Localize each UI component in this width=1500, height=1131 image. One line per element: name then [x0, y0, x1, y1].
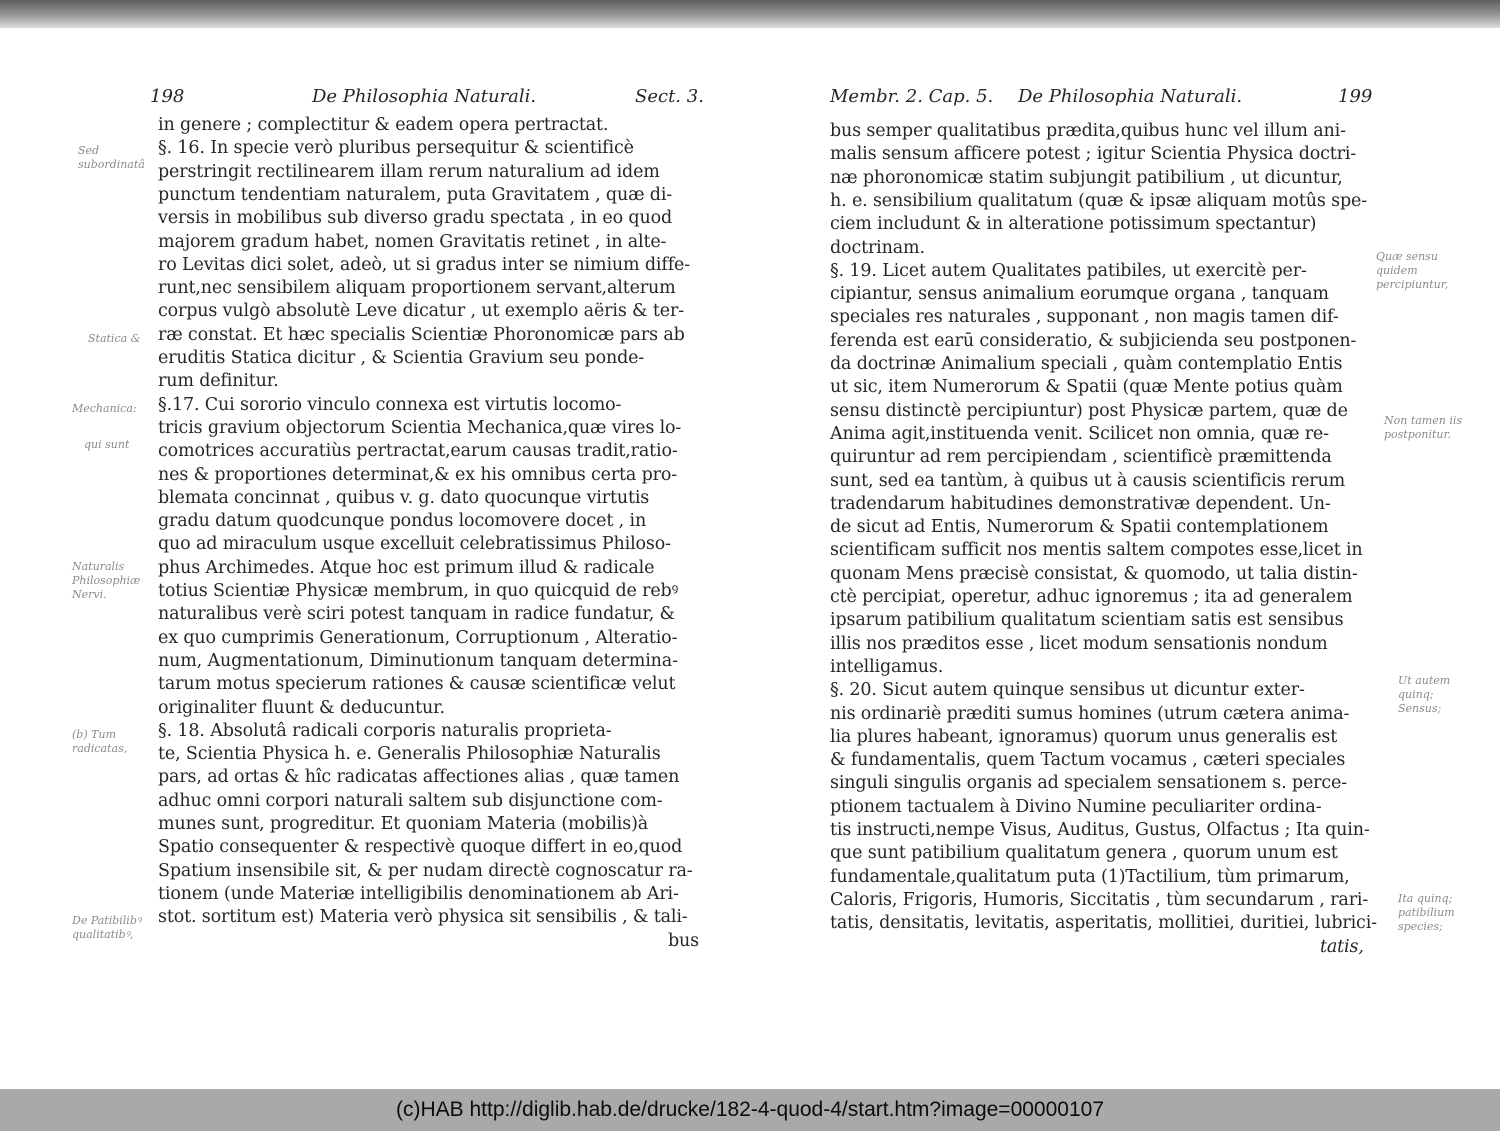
text-line: tricis gravium objectorum Scientia Mechanica,quæ vires lo-: [158, 417, 682, 438]
text-line: Anima agit,instituenda venit. Scilicet non omnia, quæ re-: [830, 423, 1329, 444]
text-line: perstringit rectilinearem illam rerum naturalium ad idem: [158, 161, 660, 182]
text-line: §. 18. Absolutâ radicali corporis naturalis proprieta-: [158, 720, 612, 741]
margin-note: Sed subordinatâ: [78, 144, 145, 171]
text-line: doctrinam.: [830, 237, 925, 258]
text-line: §. 19. Licet autem Qualitates patibiles, ut exercitè per-: [830, 260, 1307, 281]
margin-note: Mechanica:: [72, 402, 137, 415]
text-line: ipsarum patibilium qualitatum scientiam satis est sensibus: [830, 610, 1344, 631]
margin-note: qui sunt: [84, 438, 130, 451]
text-line: ctè percipiat, operetur, adhuc ignoremus ; ita ad generalem: [830, 587, 1353, 607]
text-line: stot. sortitum est) Materia verò physica sit sensibilis , & tali-: [158, 907, 688, 928]
text-line: versis in mobilibus sub diverso gradu spectata , in eo quod: [158, 208, 673, 229]
text-line: num, Augmentationum, Diminutionum tanquam determina-: [158, 650, 678, 671]
text-line: ciem includunt & in alteratione potissimum spectantur): [830, 214, 1317, 235]
text-line: malis sensum afficere potest ; igitur Scientia Physica doctri-: [830, 144, 1357, 165]
text-line: runt,nec sensibilem aliquam proportionem servant,alterum: [158, 278, 676, 299]
text-line: nes & proportiones determinat,& ex his omnibus certa pro-: [158, 464, 678, 485]
text-line: eruditis Statica dicitur , & Scientia Gravium seu ponde-: [158, 348, 645, 368]
text-line: & fundamentalis, quem Tactum vocamus , cæteri speciales: [830, 750, 1346, 771]
text-line: quo ad miraculum usque excelluit celebratissimus Philoso-: [158, 534, 671, 555]
text-line: naturalibus verè sciri potest tanquam in radice fundatur, &: [158, 604, 675, 625]
source-citation: (c)HAB http://diglib.hab.de/drucke/182-4-quod-4/start.htm?image=00000107: [0, 1089, 1500, 1131]
text-line: tradendarum habitudines demonstrativæ dependent. Un-: [830, 493, 1331, 514]
text-line: §. 16. In specie verò pluribus persequitur & scientificè: [158, 138, 634, 159]
text-line: de sicut ad Entis, Numerorum & Spatii contemplationem: [830, 517, 1329, 538]
right-page-header: [828, 86, 1478, 112]
text-line: sunt, sed ea tantùm, à quibus ut à causis scientificis rerum: [830, 470, 1346, 491]
text-line: ræ constat. Et hæc specialis Scientiæ Phoronomicæ pars ab: [158, 324, 685, 345]
text-line: ptionem tactualem à Divino Numine peculiariter ordina-: [830, 796, 1322, 817]
text-line: tatis, densitatis, levitatis, asperitatis, mollitiei, duritiei, lubrici-: [830, 913, 1377, 934]
text-line: nis ordinariè præditi sumus homines (utrum cætera anima-: [830, 703, 1350, 724]
left-page-header: [70, 86, 715, 112]
text-line: punctum tendentiam naturalem, puta Gravitatem , quæ di-: [158, 184, 673, 205]
text-line: te, Scientia Physica h. e. Generalis Philosophiæ Naturalis: [158, 744, 661, 765]
catchword: bus: [668, 930, 700, 951]
text-line: ex quo cumprimis Generationum, Corruptionum , Alteratio-: [158, 627, 678, 648]
left-section-label: Sect. 3.: [635, 86, 704, 107]
text-line: sensu distinctè percipiuntur) post Physicæ partem, quæ de: [830, 400, 1348, 421]
margin-note: Ut autem quinq; Sensus;: [1398, 674, 1451, 715]
margin-note: Non tamen iis postponitur.: [1384, 414, 1463, 441]
text-line: scientificam sufficit nos mentis saltem compotes esse,licet in: [830, 540, 1363, 561]
text-line: phus Archimedes. Atque hoc est primum illud & radicale: [158, 557, 655, 578]
text-line: ut sic, item Numerorum & Spatii (quæ Mente potius quàm: [830, 377, 1343, 398]
right-page-number: 199: [1338, 86, 1373, 107]
margin-note: Statica &: [88, 332, 141, 345]
text-line: blemata concinnat , quibus v. g. dato quocunque virtutis: [158, 487, 650, 508]
text-line: speciales res naturales , supponant , non magis tamen dif-: [830, 307, 1339, 328]
text-line: que sunt patibilium qualitatum genera , quorum unum est: [830, 843, 1338, 864]
text-line: ro Levitas dici solet, adeò, ut si gradus inter se nimium diffe-: [158, 254, 690, 275]
text-line: majorem gradum habet, nomen Gravitatis retinet , in alte-: [158, 231, 667, 252]
right-page: [828, 86, 1478, 1086]
margin-note: De Patibilibꝰ qualitatibꝰ,: [72, 914, 142, 941]
text-line: §. 20. Sicut autem quinque sensibus ut dicuntur exter-: [830, 680, 1305, 701]
left-page: [70, 86, 715, 1086]
text-line: lia plures habeant, ignoramus) quorum unus generalis est: [830, 726, 1338, 747]
text-line: fundamentale,qualitatum puta (1)Tactilium, tùm primarum,: [830, 866, 1350, 887]
text-line: pars, ad ortas & hîc radicatas affectiones alias , quæ tamen: [158, 767, 680, 788]
text-line: Caloris, Frigoris, Humoris, Siccitatis , tùm secundarum , rari-: [830, 889, 1369, 910]
left-page-number: 198: [150, 86, 185, 107]
margin-note: Naturalis Philosophiæ Nervi.: [72, 560, 141, 601]
text-line: tarum motus specierum rationes & causæ scientificæ velut: [158, 674, 676, 695]
margin-note: Quæ sensu quidem percipiuntur,: [1376, 250, 1449, 291]
text-line: quonam Mens præcisè consistat, & quomodo, ut talia distin-: [830, 563, 1358, 584]
text-line: adhuc omni corpori naturali saltem sub disjunctione com-: [158, 790, 663, 811]
text-line: originaliter fluunt & deducuntur.: [158, 697, 445, 718]
text-line: singuli singulis organis ad specialem sensationem s. perce-: [830, 773, 1347, 794]
text-line: rum definitur.: [158, 371, 279, 392]
margin-note: Ita quinq; patibilium species;: [1398, 892, 1455, 933]
text-line: tis instructi,nempe Visus, Auditus, Gustus, Olfactus ; Ita quin-: [830, 820, 1370, 840]
text-line: corpus vulgò absolutè Leve dicatur , ut exemplo aëris & ter-: [158, 301, 684, 322]
right-running-title: De Philosophia Naturali.: [1018, 86, 1243, 107]
text-line: cipiantur, sensus animalium eorumque organa , tanquam: [830, 284, 1329, 305]
text-line: §.17. Cui sororio vinculo connexa est virtutis locomo-: [158, 394, 622, 415]
left-running-title: De Philosophia Naturali.: [312, 86, 537, 107]
text-line: illis nos præditos esse , licet modum sensationis nondum: [830, 633, 1328, 654]
text-line: totius Scientiæ Physicæ membrum, in quo quicquid de rebꝰ: [158, 581, 679, 601]
text-line: quiruntur ad rem percipiendam , scientificè præmittenda: [830, 447, 1332, 468]
text-line: Spatium insensibile sit, & per nudam directè cognoscatur ra-: [158, 860, 693, 881]
text-line: bus semper qualitatibus prædita,quibus hunc vel illum ani-: [830, 121, 1346, 141]
scan-top-edge: [0, 0, 1500, 28]
catchword: tatis,: [1320, 936, 1364, 957]
text-line: Spatio consequenter & respectivè quoque differt in eo,quod: [158, 837, 683, 858]
text-line: gradu datum quodcunque pondus locomovere docet , in: [158, 511, 647, 532]
text-line: intelligamus.: [830, 656, 944, 677]
text-line: ferenda est earū consideratio, & subjicienda seu postponen-: [830, 330, 1357, 351]
text-line: tionem (unde Materiæ intelligibilis denominationem ab Ari-: [158, 883, 679, 904]
text-line: næ phoronomicæ statim subjungit patibilium , ut dicuntur,: [830, 167, 1343, 188]
text-line: comotrices accuratiùs pertractat,earum causas tradit,ratio-: [158, 441, 678, 462]
text-line: h. e. sensibilium qualitatum (quæ & ipsæ aliquam motûs spe-: [830, 190, 1368, 211]
right-section-label: Membr. 2. Cap. 5.: [830, 86, 994, 107]
text-line: in genere ; complectitur & eadem opera pertractat.: [158, 115, 609, 135]
text-line: munes sunt, progreditur. Et quoniam Materia (mobilis)à: [158, 814, 649, 834]
margin-note: (b) Tum radicatas,: [72, 728, 128, 755]
text-line: da doctrinæ Animalium speciali , quàm contemplatio Entis: [830, 354, 1343, 374]
